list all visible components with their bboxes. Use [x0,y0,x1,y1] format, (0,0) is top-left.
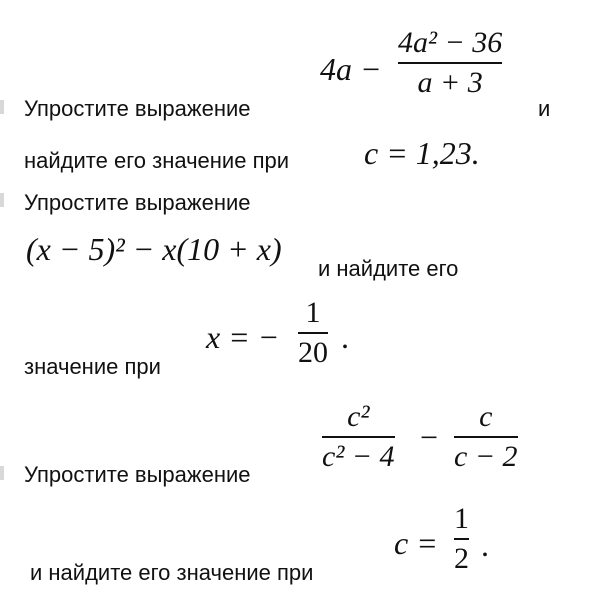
fraction-bar [454,538,469,540]
fraction-numerator: 4a² − 36 [398,26,503,59]
condition-lead: c = [394,525,438,561]
problem-tail: и найдите его [318,256,459,281]
problem-intro: Упростите выражение [24,96,251,121]
fraction-numerator: c² [347,400,370,433]
fraction-denominator: c − 2 [454,440,518,473]
fraction-denominator: a + 3 [417,66,483,99]
problem-prompt: значение при [24,354,161,379]
fraction-numerator: c [479,400,493,433]
expression-lead: 4a − [320,51,382,87]
minus-sign: − [420,419,439,455]
connector-text: и [538,96,551,121]
condition-period: . [481,527,489,563]
condition-fraction [454,502,469,576]
problem-prompt: и найдите его значение при [30,560,314,585]
condition-period: . [341,319,349,355]
problem-intro: Упростите выражение [24,190,251,215]
edge-mark [0,466,4,480]
edge-mark [0,100,4,114]
fraction-bar [398,62,502,64]
edge-mark [0,193,4,207]
condition: c = 1,23. [364,135,480,171]
fraction-bar [298,332,328,334]
fraction-numerator: 1 [454,502,469,535]
fraction-2 [454,400,518,474]
expression: (x − 5)² − x(10 + x) [26,231,282,267]
fraction-numerator: 1 [305,296,321,329]
fraction [398,26,502,100]
condition-lead: x = − [206,319,280,355]
fraction-bar [322,436,395,438]
fraction-denominator: c² − 4 [322,440,395,473]
fraction-1 [322,400,395,474]
fraction-bar [454,436,518,438]
condition-fraction [298,296,328,370]
problem-intro: Упростите выражение [24,462,251,487]
fraction-denominator: 2 [454,542,469,575]
fraction-denominator: 20 [298,336,328,369]
problem-prompt: найдите его значение при [24,148,290,173]
